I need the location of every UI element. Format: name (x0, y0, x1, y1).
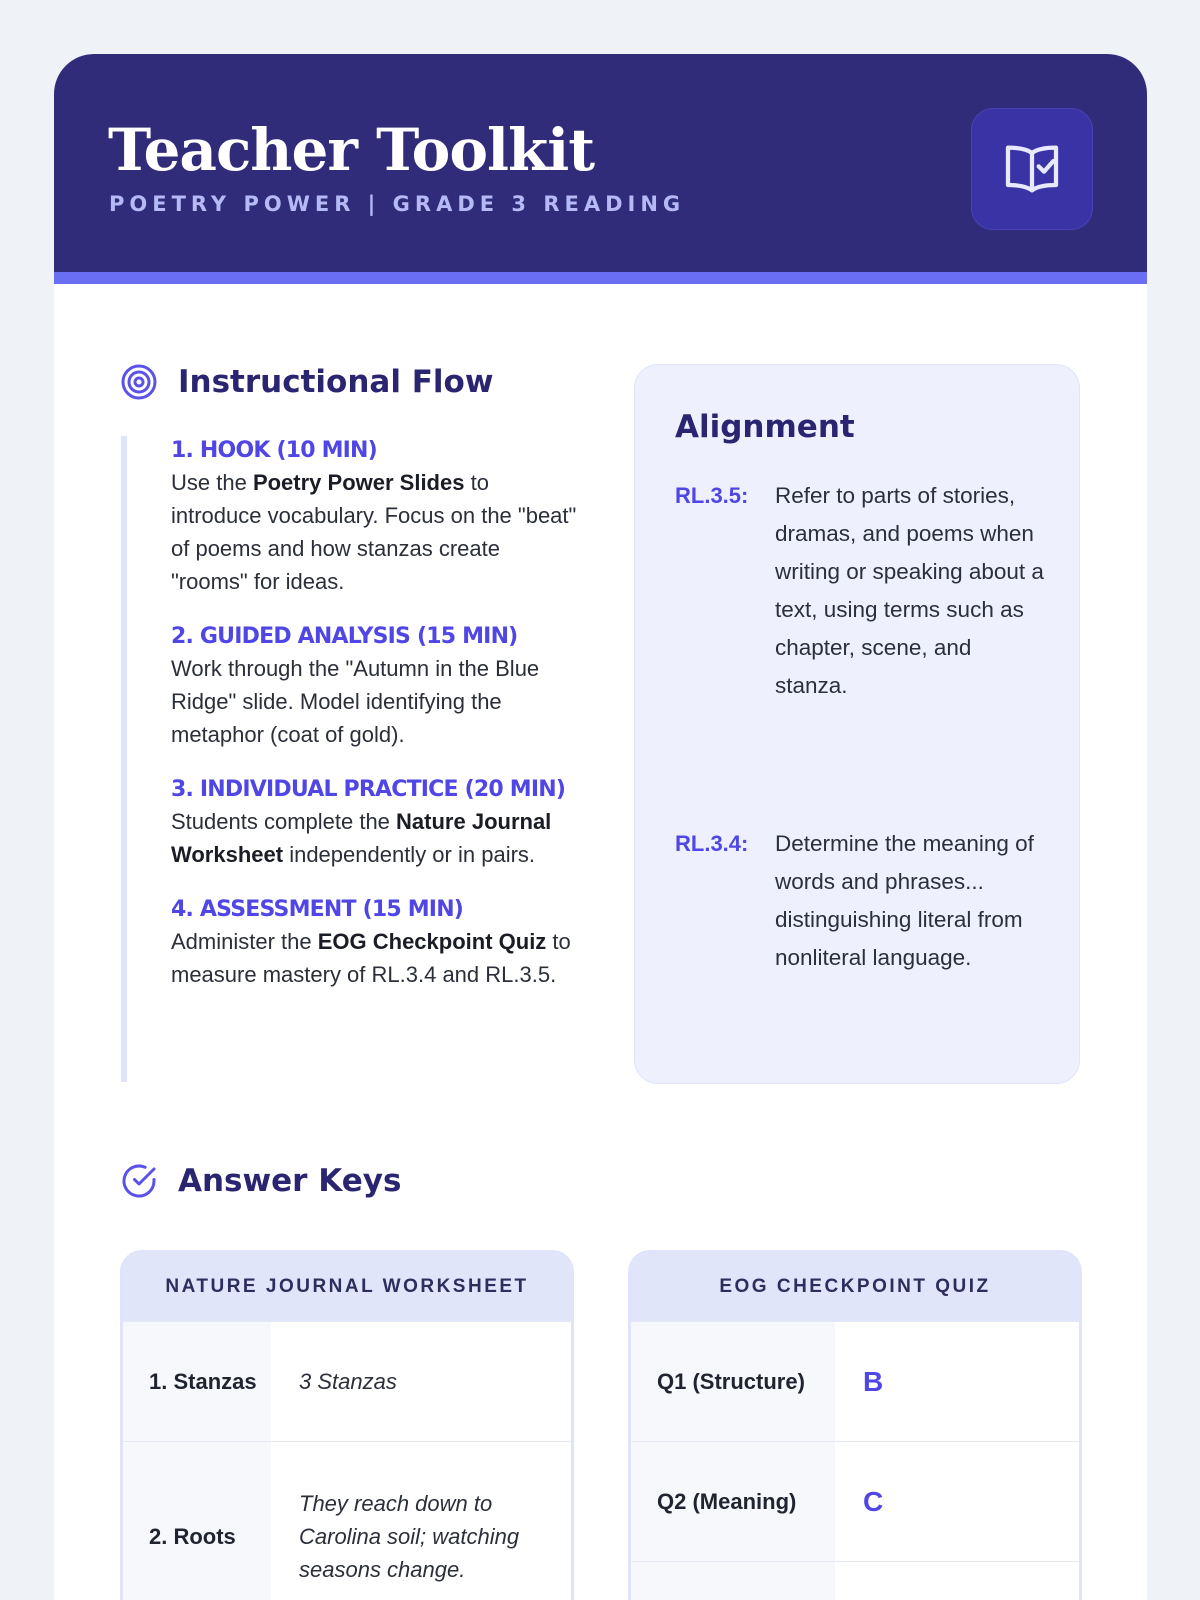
check-circle-icon (120, 1162, 158, 1200)
row-label: 1. Stanzas (123, 1322, 271, 1441)
table-row (123, 1321, 571, 1441)
row-answer: B (863, 1366, 884, 1397)
target-icon (120, 363, 158, 401)
standard-code: RL.3.4: (675, 831, 749, 856)
answer-keys-title: Answer Keys (178, 1163, 402, 1199)
instructional-flow-title: Instructional Flow (178, 364, 494, 400)
row-label: Q1 (Structure) (631, 1322, 835, 1441)
step-title: 3. INDIVIDUAL PRACTICE (20 MIN) (171, 777, 566, 802)
instructional-flow-heading (120, 363, 494, 401)
step-text: Use the Poetry Power Slides to introduce vocabulary. Focus on the "beat" of poems and how stanzas create "rooms" for ideas. (171, 470, 577, 594)
step-text: Students complete the Nature Journal Worksheet independently or in pairs. (171, 809, 552, 867)
flow-step-individual-practice (171, 775, 581, 871)
header (54, 54, 1147, 284)
standard-description: Refer to parts of stories, dramas, and poems when writing or speaking about a text, using terms such as chapter, scene, and stanza. (775, 483, 1044, 698)
alignment-title: Alignment (675, 409, 855, 445)
standard-rl-3-4 (675, 825, 1049, 977)
table-row (631, 1321, 1079, 1441)
book-check-icon (971, 108, 1093, 230)
standard-code: RL.3.5: (675, 483, 749, 508)
alignment-panel (634, 364, 1080, 1084)
page-title: Teacher Toolkit (108, 116, 595, 184)
teacher-toolkit-card (54, 54, 1147, 1600)
flow-step-assessment (171, 895, 581, 991)
row-label: Q2 (Meaning) (631, 1442, 835, 1561)
step-text: Work through the "Autumn in the Blue Ridge" slide. Model identifying the metaphor (coat of gold). (171, 656, 540, 747)
step-title: 4. ASSESSMENT (15 MIN) (171, 897, 464, 922)
row-answer: C (863, 1486, 884, 1517)
table-row (123, 1441, 571, 1600)
page-subtitle: POETRY POWER | GRADE 3 READING (109, 192, 686, 216)
flow-step-guided-analysis (171, 622, 581, 751)
quiz-answer-table (628, 1250, 1082, 1600)
step-title: 1. HOOK (10 MIN) (171, 438, 377, 463)
table-header: NATURE JOURNAL WORKSHEET (123, 1253, 571, 1321)
row-label: 2. Roots (123, 1442, 271, 1600)
table-header: EOG CHECKPOINT QUIZ (631, 1253, 1079, 1321)
table-row (631, 1441, 1079, 1561)
row-value: 3 Stanzas (299, 1369, 397, 1394)
answer-keys-heading (120, 1162, 401, 1200)
step-text: Administer the EOG Checkpoint Quiz to measure mastery of RL.3.4 and RL.3.5. (171, 929, 571, 987)
step-title: 2. GUIDED ANALYSIS (15 MIN) (171, 624, 518, 649)
standard-rl-3-5 (675, 477, 1049, 705)
row-answer (835, 1562, 863, 1600)
instructional-flow-list (121, 436, 581, 1082)
flow-step-hook (171, 436, 581, 598)
row-value: They reach down to Carolina soil; watching seasons change. (299, 1491, 520, 1582)
row-label (631, 1562, 835, 1600)
standard-description: Determine the meaning of words and phrases... distinguishing literal from nonliteral language. (775, 831, 1034, 970)
worksheet-answer-table (120, 1250, 574, 1600)
table-row (631, 1561, 1079, 1600)
